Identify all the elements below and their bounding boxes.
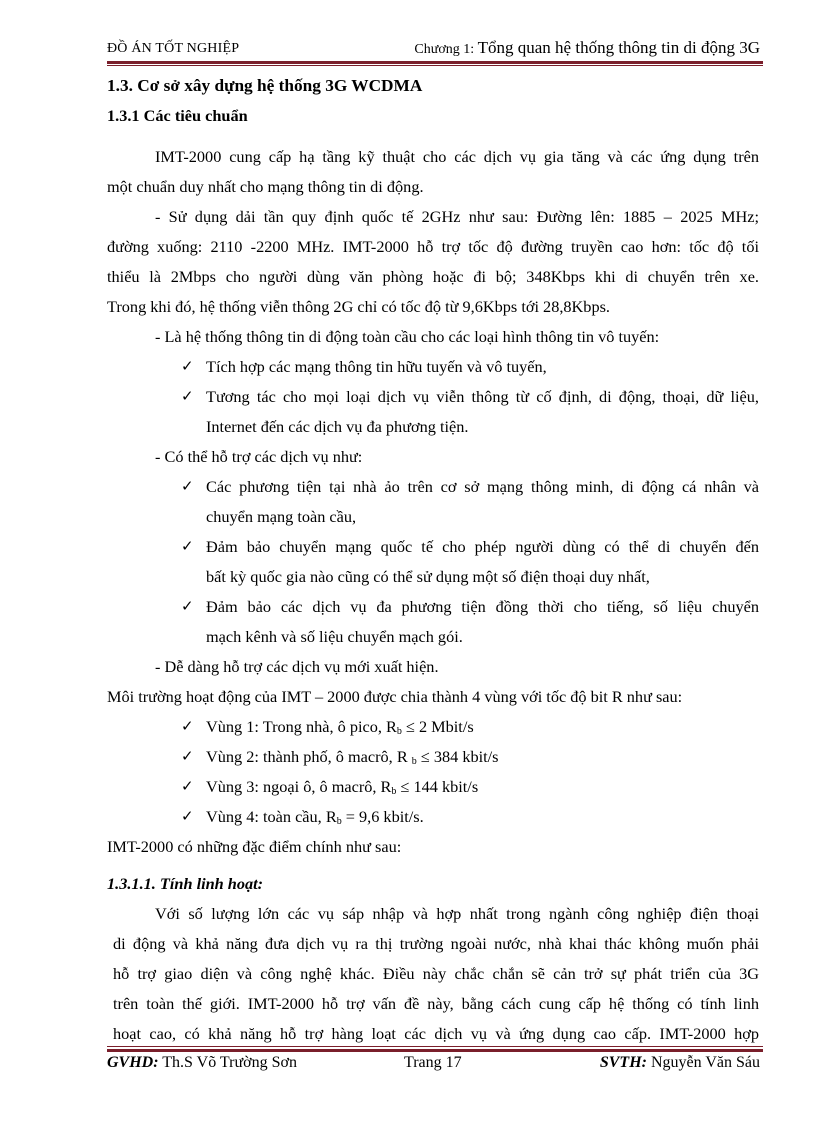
zone-rate: = 9,6 kbit/s. — [341, 807, 424, 826]
zone-text: Vùng 1: Trong nhà, ô pico, R — [206, 717, 397, 736]
check-icon: ✓ — [181, 719, 194, 735]
check-icon: ✓ — [181, 749, 194, 765]
paragraph-line: Trong khi đó, hệ thống viễn thông 2G chỉ có tốc độ từ 9,6Kbps tới 28,8Kbps. — [107, 297, 610, 316]
check-icon: ✓ — [181, 359, 194, 375]
zone-rate: ≤ 2 Mbit/s — [401, 717, 474, 736]
footer-rule-thin — [107, 1046, 763, 1047]
paragraph-line: IMT-2000 có những đặc điểm chính như sau: — [107, 837, 402, 856]
paragraph-line: trên toàn thế giới. IMT-2000 hỗ trợ vấn đề này, bằng cách cung cấp hệ thống có tính linh — [113, 994, 759, 1013]
paragraph-line: đường xuống: 2110 -2200 MHz. IMT-2000 hỗ trợ tốc độ đường truyền cao hơn: tốc độ tối — [107, 237, 759, 256]
zone-item — [206, 805, 424, 829]
check-icon: ✓ — [181, 809, 194, 825]
page-footer — [107, 1054, 762, 1078]
zone-text: Vùng 2: thành phố, ô macrô, R — [206, 747, 412, 766]
check-icon: ✓ — [181, 779, 194, 795]
header-project-title: ĐỒ ÁN TỐT NGHIỆP — [107, 41, 240, 56]
header-chapter — [414, 38, 760, 58]
bullet-line: Đảm bảo chuyển mạng quốc tế cho phép người dùng có thể di chuyển đến — [206, 537, 759, 556]
paragraph-line: Môi trường hoạt động của IMT – 2000 được chia thành 4 vùng với tốc độ bit R như sau: — [107, 687, 683, 706]
zone-rate: ≤ 384 kbit/s — [416, 747, 499, 766]
footer-rule-thick — [107, 1049, 763, 1052]
paragraph-line: - Dễ dàng hỗ trợ các dịch vụ mới xuất hiện. — [155, 657, 439, 676]
footer-supervisor — [107, 1054, 297, 1072]
header-chapter-title: Tổng quan hệ thống thông tin di động 3G — [477, 38, 760, 57]
paragraph-line: IMT-2000 cung cấp hạ tầng kỹ thuật cho các dịch vụ gia tăng và các ứng dụng trên — [155, 147, 759, 166]
supervisor-label: GVHD: — [107, 1054, 159, 1071]
section-heading: 1.3. Cơ sở xây dựng hệ thống 3G WCDMA — [107, 76, 423, 95]
check-icon: ✓ — [181, 479, 194, 495]
header-rule-thick — [107, 61, 763, 64]
check-icon: ✓ — [181, 599, 194, 615]
paragraph-line: Với số lượng lớn các vụ sáp nhập và hợp nhất trong ngành công nghiệp điện thoại — [155, 904, 759, 923]
zone-text: Vùng 3: ngoại ô, ô macrô, R — [206, 777, 392, 796]
supervisor-name: Th.S Võ Trường Sơn — [158, 1054, 297, 1071]
zone-rate: ≤ 144 kbit/s — [396, 777, 479, 796]
paragraph-line: di động và khả năng đưa dịch vụ ra thị trường ngoài nước, nhà khai thác không muốn phải — [113, 934, 759, 953]
paragraph-line: - Là hệ thống thông tin di động toàn cầu cho các loại hình thông tin vô tuyến: — [155, 327, 660, 346]
page-number: Trang 17 — [404, 1054, 462, 1071]
check-icon: ✓ — [181, 389, 194, 405]
check-icon: ✓ — [181, 539, 194, 555]
zone-subscript: b — [336, 816, 342, 827]
paragraph-line: - Có thể hỗ trợ các dịch vụ như: — [155, 447, 363, 466]
paragraph-line: hỗ trợ giao diện và công nghệ khác. Điều này chắc chắn sẽ cản trở sự phát triển của 3G — [113, 964, 759, 983]
paragraph-line: - Sử dụng dải tần quy định quốc tế 2GHz như sau: Đường lên: 1885 – 2025 MHz; — [155, 207, 759, 226]
zone-subscript: b — [396, 726, 402, 737]
bullet-line: Đảm bảo các dịch vụ đa phương tiện đồng thời cho tiếng, số liệu chuyển — [206, 597, 759, 616]
paragraph-line: thiểu là 2Mbps cho người dùng văn phòng hoặc đi bộ; 348Kbps khi di chuyển trên xe. — [107, 267, 759, 286]
student-label: SVTH: — [599, 1054, 647, 1071]
header-rule-thin — [107, 65, 763, 66]
footer-student — [600, 1054, 760, 1072]
paragraph-line: hoạt cao, có khả năng hỗ trợ hàng loạt các dịch vụ và ứng dụng cao cấp. IMT-2000 hợp — [113, 1024, 759, 1043]
zone-subscript: b — [411, 756, 417, 767]
zone-item — [206, 715, 474, 739]
zone-text: Vùng 4: toàn cầu, R — [206, 807, 337, 826]
bullet-line: mạch kênh và số liệu chuyển mạch gói. — [206, 627, 463, 646]
bullet-line: Tương tác cho mọi loại dịch vụ viễn thông từ cố định, di động, thoại, dữ liệu, — [206, 387, 759, 406]
paragraph-line: một chuẩn duy nhất cho mạng thông tin di động. — [107, 177, 424, 196]
zone-item — [206, 775, 478, 799]
zone-item — [206, 745, 499, 769]
student-name: Nguyễn Văn Sáu — [646, 1054, 760, 1071]
bullet-line: Tích hợp các mạng thông tin hữu tuyến và vô tuyến, — [206, 357, 547, 376]
bullet-line: Các phương tiện tại nhà ảo trên cơ sở mạng thông minh, di động cá nhân và — [206, 477, 759, 496]
bullet-line: chuyển mạng toàn cầu, — [206, 507, 357, 526]
bullet-line: bất kỳ quốc gia nào cũng có thể sử dụng một số điện thoại duy nhất, — [206, 567, 650, 586]
subsubsection-heading: 1.3.1.1. Tính linh hoạt: — [107, 874, 264, 893]
bullet-line: Internet đến các dịch vụ đa phương tiện. — [206, 417, 469, 436]
page-header — [107, 38, 762, 60]
zone-subscript: b — [391, 786, 397, 797]
subsection-heading: 1.3.1 Các tiêu chuẩn — [107, 106, 248, 125]
header-chapter-prefix: Chương 1: — [414, 42, 478, 57]
